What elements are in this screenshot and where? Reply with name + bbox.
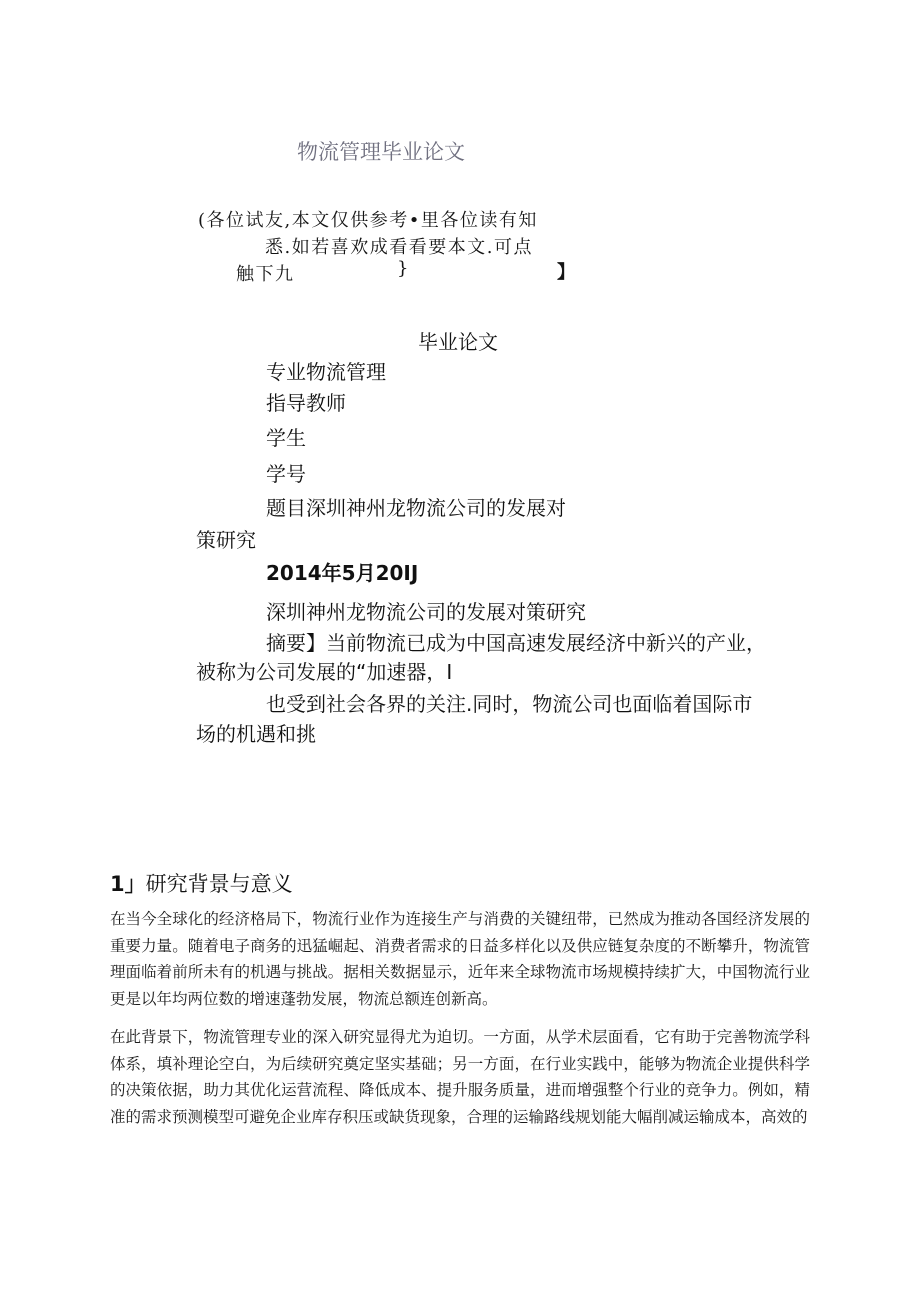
abstract-line-3: 也受到社会各界的关注.同时，物流公司也面临着国际市	[266, 692, 753, 716]
abstract-line-2: 被称为公司发展的“加速器，I	[196, 660, 453, 684]
section-number: 1」	[110, 872, 146, 896]
abstract-line-4: 场的机遇和挑	[196, 722, 316, 746]
section-heading	[110, 868, 293, 898]
reader-note-brace: }	[397, 258, 410, 279]
section-title: 研究背景与意义	[145, 872, 293, 896]
reader-note-line-1: (各位试友,本文仅供参考•里各位读有知	[198, 210, 538, 231]
reader-note-line-3: 触下九	[236, 264, 295, 285]
cover-student-id: 学号	[266, 462, 306, 486]
body-paragraph: 在当今全球化的经济格局下，物流行业作为连接生产与消费的关键纽带，已然成为推动各国经济发展的重要力量。随着电子商务的迅猛崛起、消费者需求的日益多样化以及供应链复杂度的不断攀升，物流管理面临着前所未有的机遇与挑战。据相关数据显示，近年来全球物流市场规模持续扩大，中国物流行业更是以年均两位数的增速蓬勃发展，物流总额连创新高。	[110, 910, 810, 1008]
paper-title: 深圳神州龙物流公司的发展对策研究	[266, 600, 586, 624]
cover-topic-line-1: 题目深圳神州龙物流公司的发展对	[266, 496, 566, 520]
cover-student: 学生	[266, 426, 306, 450]
cover-date: 2014年5月20IJ	[266, 561, 419, 585]
document-title: 物流管理毕业论文	[297, 140, 465, 164]
body-paragraph: 在此背景下，物流管理专业的深入研究显得尤为迫切。一方面，从学术层面看，它有助于完善物流学科体系，填补理论空白，为后续研究奠定坚实基础；另一方面，在行业实践中，能够为物流企业提供科学的决策依据，助力其优化运营流程、降低成本、提升服务质量，进而增强整个行业的竞争力。例如，精准的需求预测模型可避免企业库存积压或缺货现象，合理的运输路线规划能大幅削减运输成本，高效的	[110, 1028, 810, 1126]
cover-topic-line-2: 策研究	[196, 528, 256, 552]
cover-heading: 毕业论文	[418, 330, 498, 354]
reader-note-bracket: 】	[557, 262, 577, 283]
cover-major: 专业物流管理	[266, 360, 386, 384]
reader-note-line-2: 悉.如若喜欢成看看要本文.可点	[265, 237, 533, 258]
cover-advisor: 指导教师	[266, 391, 346, 415]
abstract-line-1: 摘要】当前物流已成为中国高速发展经济中新兴的产业，	[266, 631, 766, 655]
